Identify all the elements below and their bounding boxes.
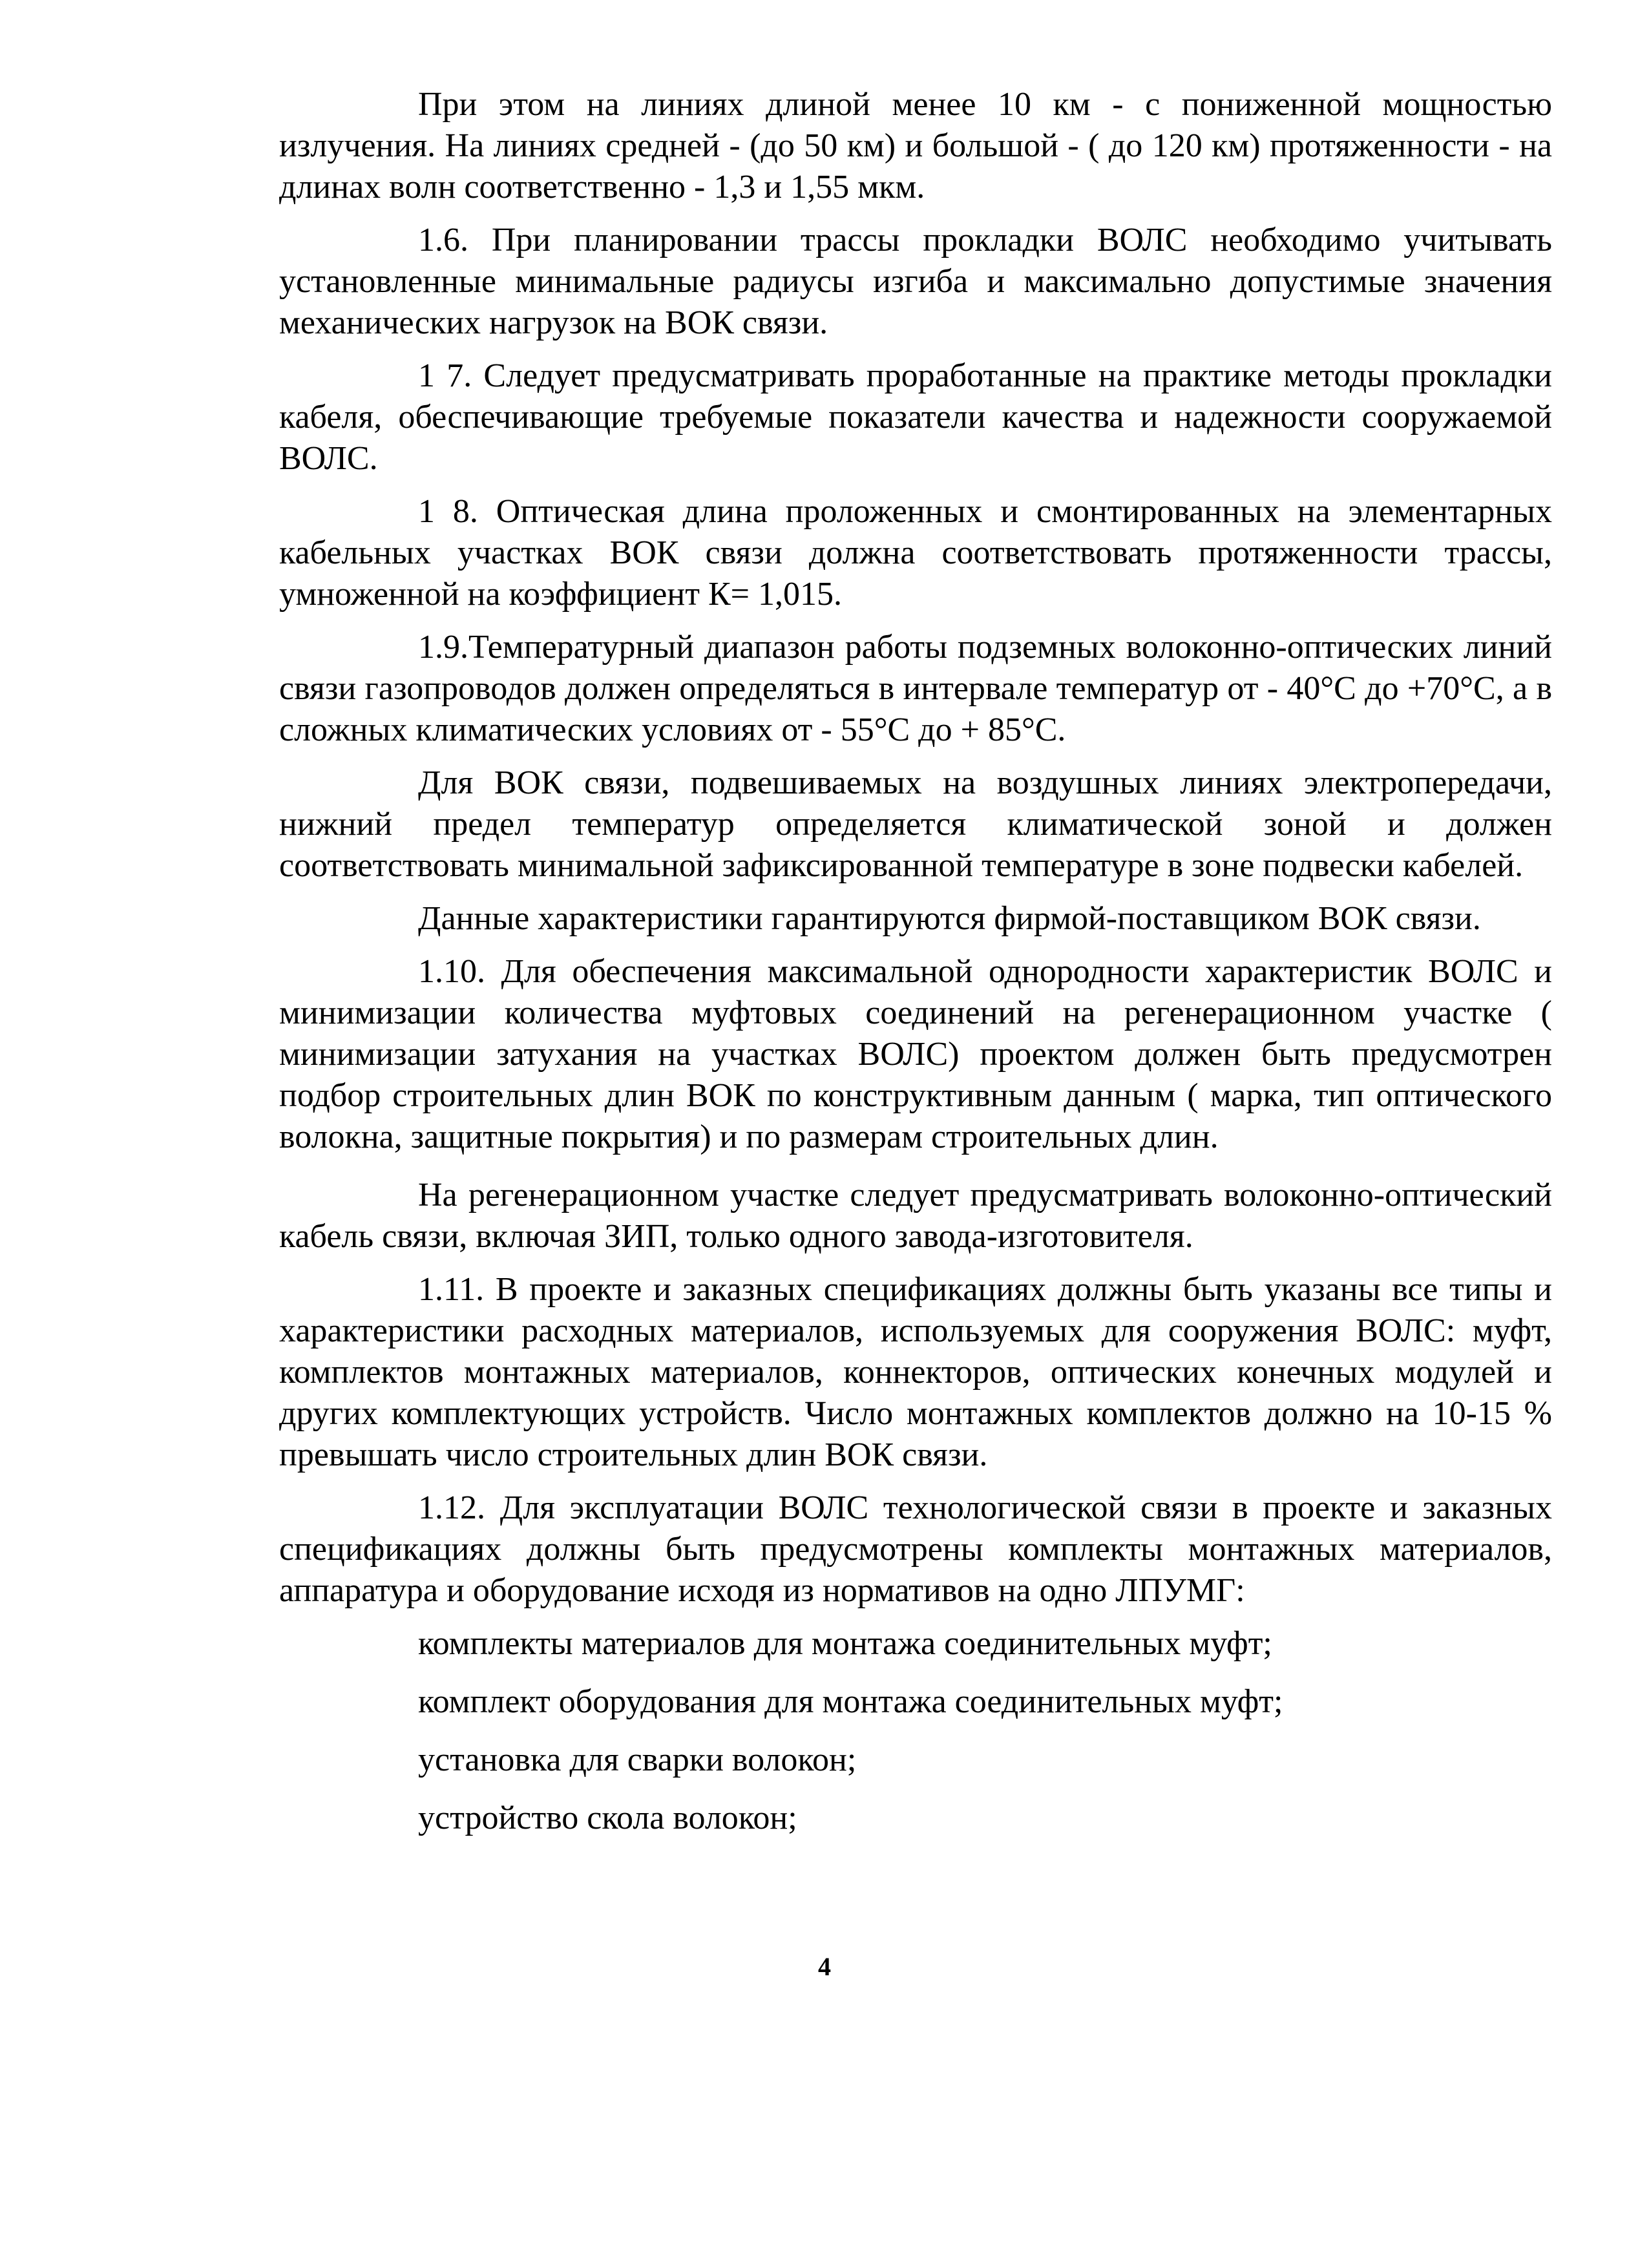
paragraph-radiation-power: При этом на линиях длиной менее 10 км - с пониженной мощностью излучения. На линиях средней - (до 50 км) и большой - ( до 120 км) протяженности - на длинах волн соответственно - 1,3 и 1,55 мкм. [279, 86, 1552, 205]
list-item: устройство скола волокон; [418, 1800, 797, 1836]
document-body [279, 84, 1552, 1856]
paragraph-1-12: 1.12. Для эксплуатации ВОЛС технологической связи в проекте и заказных спецификациях должны быть предусмотрены комплекты монтажных материалов, аппаратура и оборудование исходя из нормативов на одно ЛПУМГ: [279, 1489, 1552, 1609]
paragraph-regeneration-section: На регенерационном участке следует предусматривать волоконно-оптический кабель связи, включая ЗИП, только одного завода-изготовителя. [279, 1177, 1552, 1255]
list-item: установка для сварки волокон; [418, 1741, 857, 1778]
paragraph-1-9: 1.9.Температурный диапазон работы подземных волоконно-оптических линий связи газопроводов должен определяться в интервале температур от - 40°С до +70°С, а в сложных климатических условиях от - 55°С до + 85°С. [279, 629, 1552, 748]
page-number: 4 [818, 1952, 831, 1981]
list-item: комплекты материалов для монтажа соединительных муфт; [418, 1625, 1272, 1662]
paragraph-1-11: 1.11. В проекте и заказных спецификациях должны быть указаны все типы и характеристики расходных материалов, используемых для сооружения ВОЛС: муфт, комплектов монтажных материалов, коннекторов, оптических конечных модулей и других комплектующих устройств. Число монтажных комплектов должно на 10-15 % превышать число строительных длин ВОК связи. [279, 1271, 1552, 1473]
list-item: комплект оборудования для монтажа соединительных муфт; [418, 1683, 1283, 1720]
paragraph-supplier-guarantee: Данные характеристики гарантируются фирмой-поставщиком ВОК связи. [418, 900, 1481, 937]
paragraph-1-8: 1 8. Оптическая длина проложенных и смонтированных на элементарных кабельных участках ВОК связи должна соответствовать протяженности трассы, умноженной на коэффициент К= 1,015. [279, 493, 1552, 613]
paragraph-1-10: 1.10. Для обеспечения максимальной однородности характеристик ВОЛС и минимизации количества муфтовых соединений на регенерационном участке ( минимизации затухания на участках ВОЛС) проектом должен быть предусмотрен подбор строительных длин ВОК по конструктивным данным ( марка, тип оптического волокна, защитные покрытия) и по размерам строительных длин. [279, 953, 1552, 1155]
paragraph-1-7: 1 7. Следует предусматривать проработанные на практике методы прокладки кабеля, обеспечивающие требуемые показатели качества и надежности сооружаемой ВОЛС. [279, 357, 1552, 477]
paragraph-overhead-lines: Для ВОК связи, подвешиваемых на воздушных линиях электропередачи, нижний предел температур определяется климатической зоной и должен соответствовать минимальной зафиксированной температуре в зоне подвески кабелей. [279, 764, 1552, 884]
paragraph-1-6: 1.6. При планировании трассы прокладки ВОЛС необходимо учитывать установленные минимальные радиусы изгиба и максимально допустимые значения механических нагрузок на ВОК связи. [279, 222, 1552, 341]
